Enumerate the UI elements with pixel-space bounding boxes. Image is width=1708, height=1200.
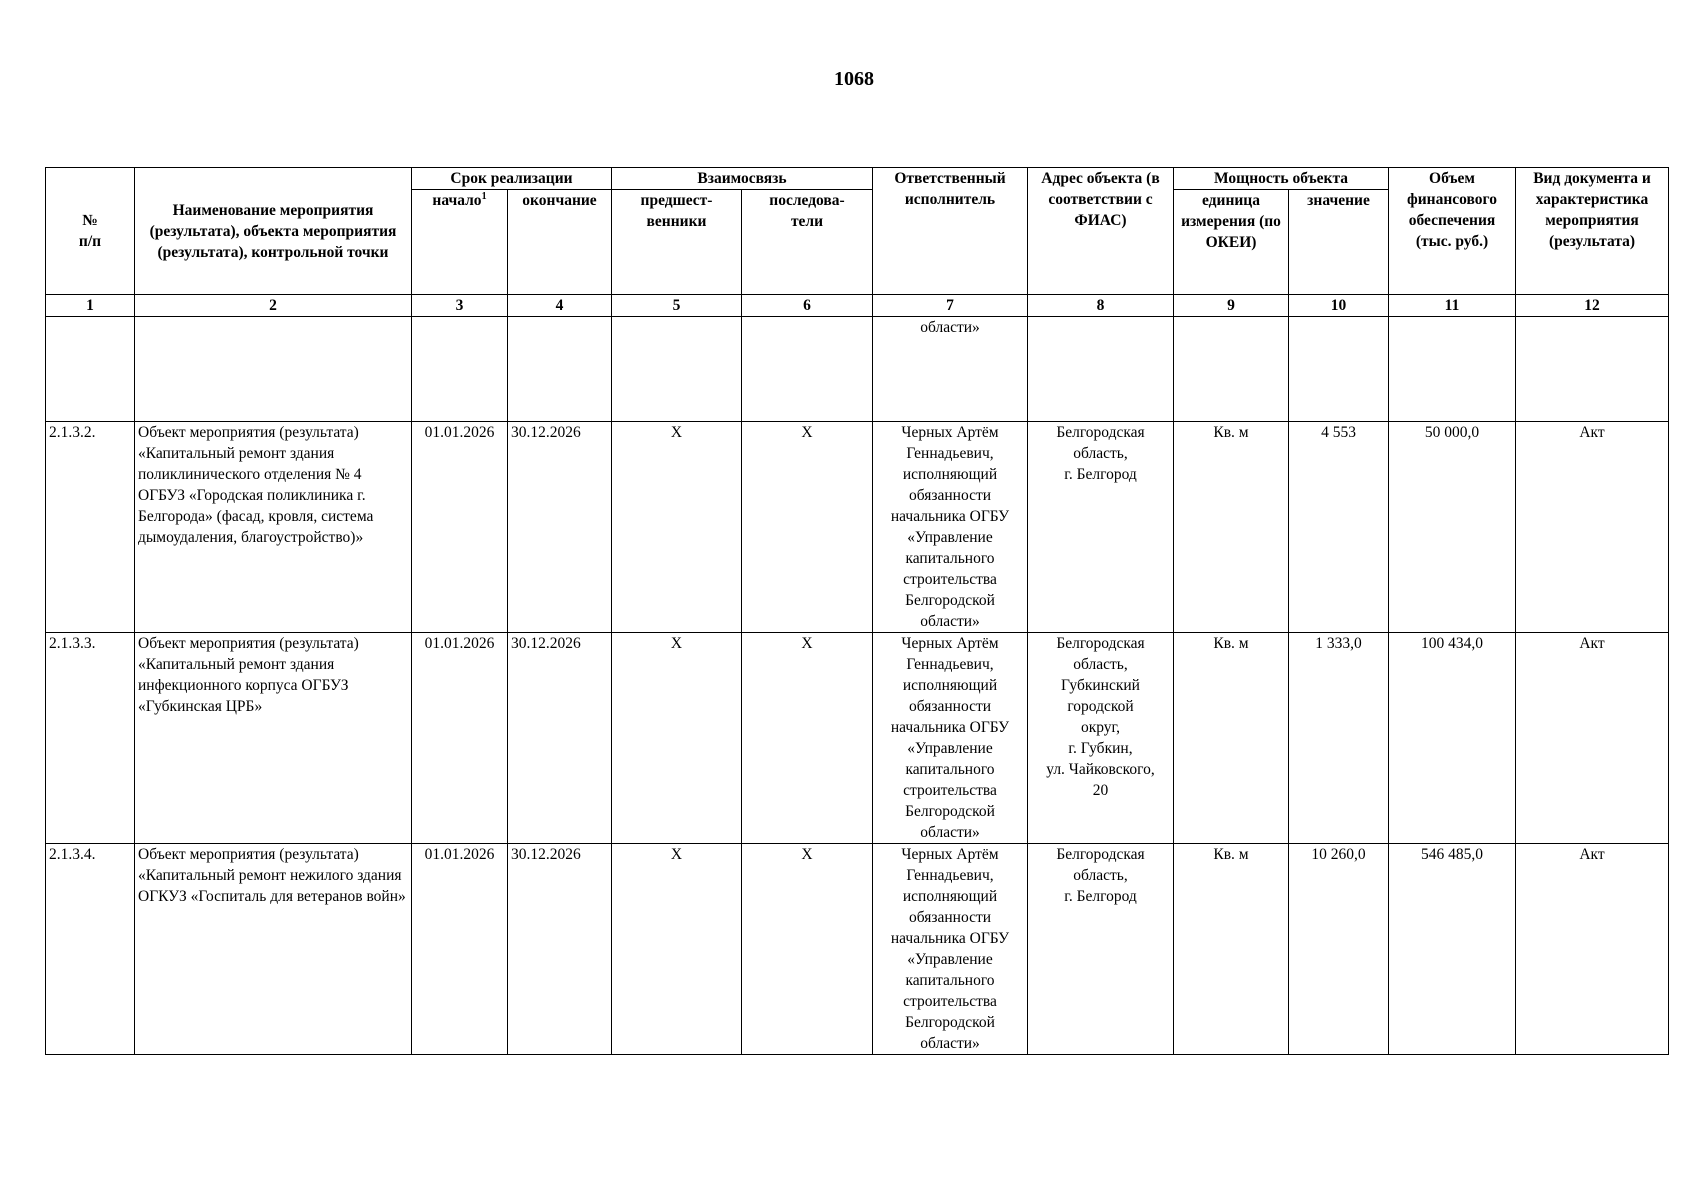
- column-number: 3: [412, 295, 508, 317]
- row-doc-type: Акт: [1516, 422, 1669, 633]
- plan-table: [45, 167, 1669, 1055]
- column-number: 7: [873, 295, 1028, 317]
- column-number: 10: [1289, 295, 1389, 317]
- table-cell: [1174, 317, 1289, 422]
- header-address: Адрес объекта (в соответствии с ФИАС): [1028, 168, 1174, 295]
- header-link-group: Взаимосвязь: [612, 168, 873, 190]
- row-predecessors: Х: [612, 422, 742, 633]
- column-number: 1: [46, 295, 135, 317]
- row-name: Объект мероприятия (результата) «Капитальный ремонт нежилого здания ОГКУЗ «Госпиталь для ветеранов войн»: [135, 844, 412, 1055]
- row-finance: 100 434,0: [1389, 633, 1516, 844]
- table-cell: [612, 317, 742, 422]
- row-predecessors: Х: [612, 844, 742, 1055]
- table-cell: [46, 317, 135, 422]
- row-address: Белгородская область, г. Белгород: [1028, 844, 1174, 1055]
- header-start: [412, 190, 508, 295]
- table-cell: [1028, 317, 1174, 422]
- continuation-row: [46, 317, 1669, 422]
- table-cell: [1516, 317, 1669, 422]
- column-number: 9: [1174, 295, 1289, 317]
- header-start-label: начало: [432, 192, 482, 209]
- header-doc-type: Вид документа и характеристика мероприятия (результата): [1516, 168, 1669, 295]
- header-predecessors: предшест- венники: [612, 190, 742, 295]
- table-cell: [135, 317, 412, 422]
- row-number: 2.1.3.4.: [46, 844, 135, 1055]
- row-start: 01.01.2026: [412, 422, 508, 633]
- header-name: Наименование мероприятия (результата), объекта мероприятия (результата), контрольной точки: [135, 168, 412, 295]
- header-capacity-group: Мощность объекта: [1174, 168, 1389, 190]
- row-value: 10 260,0: [1289, 844, 1389, 1055]
- header-end: окончание: [508, 190, 612, 295]
- column-numbers-row: [46, 295, 1669, 317]
- header-unit: единица измерения (по ОКЕИ): [1174, 190, 1289, 295]
- row-address: Белгородская область, Губкинский городской округ, г. Губкин, ул. Чайковского, 20: [1028, 633, 1174, 844]
- row-number: 2.1.3.3.: [46, 633, 135, 844]
- row-successors: Х: [742, 422, 873, 633]
- row-successors: Х: [742, 633, 873, 844]
- row-responsible: Черных Артём Геннадьевич, исполняющий обязанности начальника ОГБУ «Управление капитального строительства Белгородской области»: [873, 633, 1028, 844]
- column-number: 8: [1028, 295, 1174, 317]
- row-predecessors: Х: [612, 633, 742, 844]
- header-value: значение: [1289, 190, 1389, 295]
- header-term-group: Срок реализации: [412, 168, 612, 190]
- row-value: 4 553: [1289, 422, 1389, 633]
- column-number: 11: [1389, 295, 1516, 317]
- row-unit: Кв. м: [1174, 422, 1289, 633]
- row-finance: 50 000,0: [1389, 422, 1516, 633]
- row-doc-type: Акт: [1516, 633, 1669, 844]
- header-row-number: № п/п: [46, 168, 135, 295]
- continuation-responsible: области»: [873, 317, 1028, 422]
- table-cell: [412, 317, 508, 422]
- row-unit: Кв. м: [1174, 844, 1289, 1055]
- table-row: [46, 422, 1669, 633]
- row-unit: Кв. м: [1174, 633, 1289, 844]
- row-end: 30.12.2026: [508, 422, 612, 633]
- row-value: 1 333,0: [1289, 633, 1389, 844]
- table-cell: [1389, 317, 1516, 422]
- row-finance: 546 485,0: [1389, 844, 1516, 1055]
- row-number: 2.1.3.2.: [46, 422, 135, 633]
- header-responsible: Ответственный исполнитель: [873, 168, 1028, 295]
- row-doc-type: Акт: [1516, 844, 1669, 1055]
- row-end: 30.12.2026: [508, 633, 612, 844]
- row-successors: Х: [742, 844, 873, 1055]
- row-address: Белгородская область, г. Белгород: [1028, 422, 1174, 633]
- table-row: [46, 844, 1669, 1055]
- row-start: 01.01.2026: [412, 844, 508, 1055]
- header-start-footnote: 1: [481, 190, 487, 202]
- table-cell: [508, 317, 612, 422]
- column-number: 6: [742, 295, 873, 317]
- row-name: Объект мероприятия (результата) «Капитальный ремонт здания поликлинического отделения № 4 ОГБУЗ «Городская поликлиника г. Белгорода» (фасад, кровля, система дымоудаления, благоустройство)»: [135, 422, 412, 633]
- column-number: 2: [135, 295, 412, 317]
- column-number: 5: [612, 295, 742, 317]
- page-number: 1068: [834, 68, 874, 90]
- row-end: 30.12.2026: [508, 844, 612, 1055]
- column-number: 12: [1516, 295, 1669, 317]
- row-start: 01.01.2026: [412, 633, 508, 844]
- table-cell: [1289, 317, 1389, 422]
- row-responsible: Черных Артём Геннадьевич, исполняющий обязанности начальника ОГБУ «Управление капитального строительства Белгородской области»: [873, 422, 1028, 633]
- table-row: [46, 633, 1669, 844]
- header-successors: последова- тели: [742, 190, 873, 295]
- table-cell: [742, 317, 873, 422]
- row-responsible: Черных Артём Геннадьевич, исполняющий обязанности начальника ОГБУ «Управление капитального строительства Белгородской области»: [873, 844, 1028, 1055]
- row-name: Объект мероприятия (результата) «Капитальный ремонт здания инфекционного корпуса ОГБУЗ «Губкинская ЦРБ»: [135, 633, 412, 844]
- column-number: 4: [508, 295, 612, 317]
- header-finance: Объем финансового обеспечения (тыс. руб.): [1389, 168, 1516, 295]
